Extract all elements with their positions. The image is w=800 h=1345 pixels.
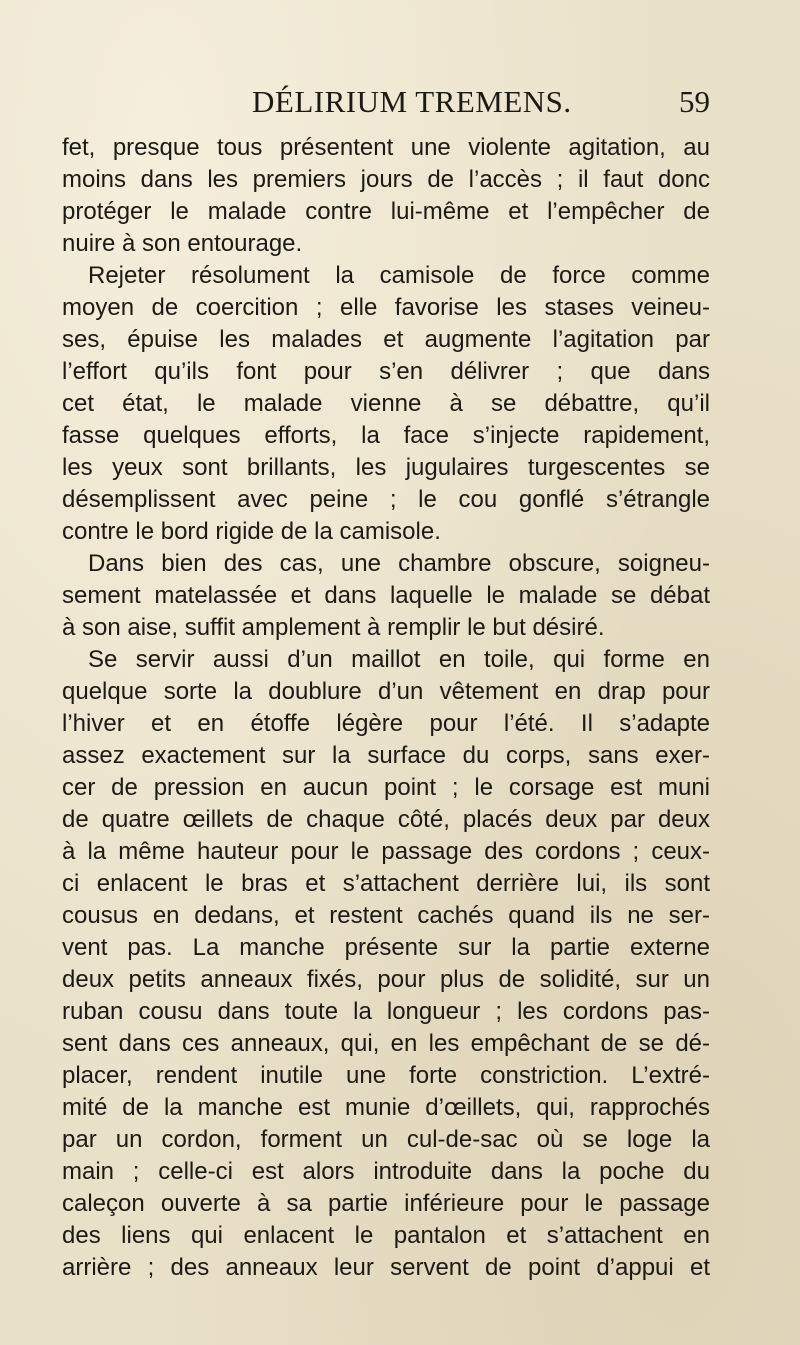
- text-line: fasse quelques efforts, la face s’injecte rapidement,: [62, 422, 710, 449]
- text-line: moyen de coercition ; elle favorise les stases veineu-: [62, 294, 710, 321]
- text-line: de quatre œillets de chaque côté, placés deux par deux: [62, 806, 710, 833]
- text-line: moins dans les premiers jours de l’accès ; il faut donc: [62, 166, 710, 193]
- text-line: des liens qui enlacent le pantalon et s’attachent en: [62, 1222, 710, 1249]
- text-line: désemplissent avec peine ; le cou gonflé s’étrangle: [62, 486, 710, 513]
- text-line: arrière ; des anneaux leur servent de point d’appui et: [62, 1254, 710, 1281]
- text-line: vent pas. La manche présente sur la partie externe: [62, 934, 710, 961]
- text-line: assez exactement sur la surface du corps, sans exer-: [62, 742, 710, 769]
- text-line: Dans bien des cas, une chambre obscure, soigneu-: [88, 550, 710, 577]
- text-line: l’hiver et en étoffe légère pour l’été. Il s’adapte: [62, 710, 710, 737]
- text-line: contre le bord rigide de la camisole.: [62, 518, 441, 545]
- text-line: fet, presque tous présentent une violente agitation, au: [62, 134, 710, 161]
- text-line: l’effort qu’ils font pour s’en délivrer ; que dans: [62, 358, 710, 385]
- text-line: caleçon ouverte à sa partie inférieure pour le passage: [62, 1190, 710, 1217]
- text-line: ses, épuise les malades et augmente l’agitation par: [62, 326, 710, 353]
- text-line: sement matelassée et dans laquelle le malade se débat: [62, 582, 710, 609]
- text-line: mité de la manche est munie d’œillets, qui, rapprochés: [62, 1094, 710, 1121]
- text-line: ci enlacent le bras et s’attachent derrière lui, ils sont: [62, 870, 710, 897]
- body-text: [62, 132, 710, 1284]
- text-line: quelque sorte la doublure d’un vêtement en drap pour: [62, 678, 710, 705]
- text-line: Se servir aussi d’un maillot en toile, qui forme en: [88, 646, 710, 673]
- running-title: DÉLIRIUM TREMENS.: [252, 84, 572, 119]
- text-line: Rejeter résolument la camisole de force comme: [88, 262, 710, 289]
- text-line: à son aise, suffit amplement à remplir le but désiré.: [62, 614, 605, 641]
- text-line: nuire à son entourage.: [62, 230, 303, 257]
- text-line: cer de pression en aucun point ; le corsage est muni: [62, 774, 710, 801]
- text-line: cet état, le malade vienne à se débattre, qu’il: [62, 390, 710, 417]
- text-line: cousus en dedans, et restent cachés quand ils ne ser-: [62, 902, 710, 929]
- text-line: à la même hauteur pour le passage des cordons ; ceux-: [62, 838, 710, 865]
- page-number: 59: [679, 84, 710, 119]
- text-line: les yeux sont brillants, les jugulaires turgescentes se: [62, 454, 710, 481]
- running-head: [0, 84, 800, 124]
- text-line: placer, rendent inutile une forte constriction. L’extré-: [62, 1062, 710, 1089]
- text-line: deux petits anneaux fixés, pour plus de solidité, sur un: [62, 966, 710, 993]
- text-line: par un cordon, forment un cul-de-sac où se loge la: [62, 1126, 710, 1153]
- text-line: protéger le malade contre lui-même et l’empêcher de: [62, 198, 710, 225]
- text-line: main ; celle-ci est alors introduite dans la poche du: [62, 1158, 710, 1185]
- text-line: sent dans ces anneaux, qui, en les empêchant de se dé-: [62, 1030, 710, 1057]
- text-line: ruban cousu dans toute la longueur ; les cordons pas-: [62, 998, 710, 1025]
